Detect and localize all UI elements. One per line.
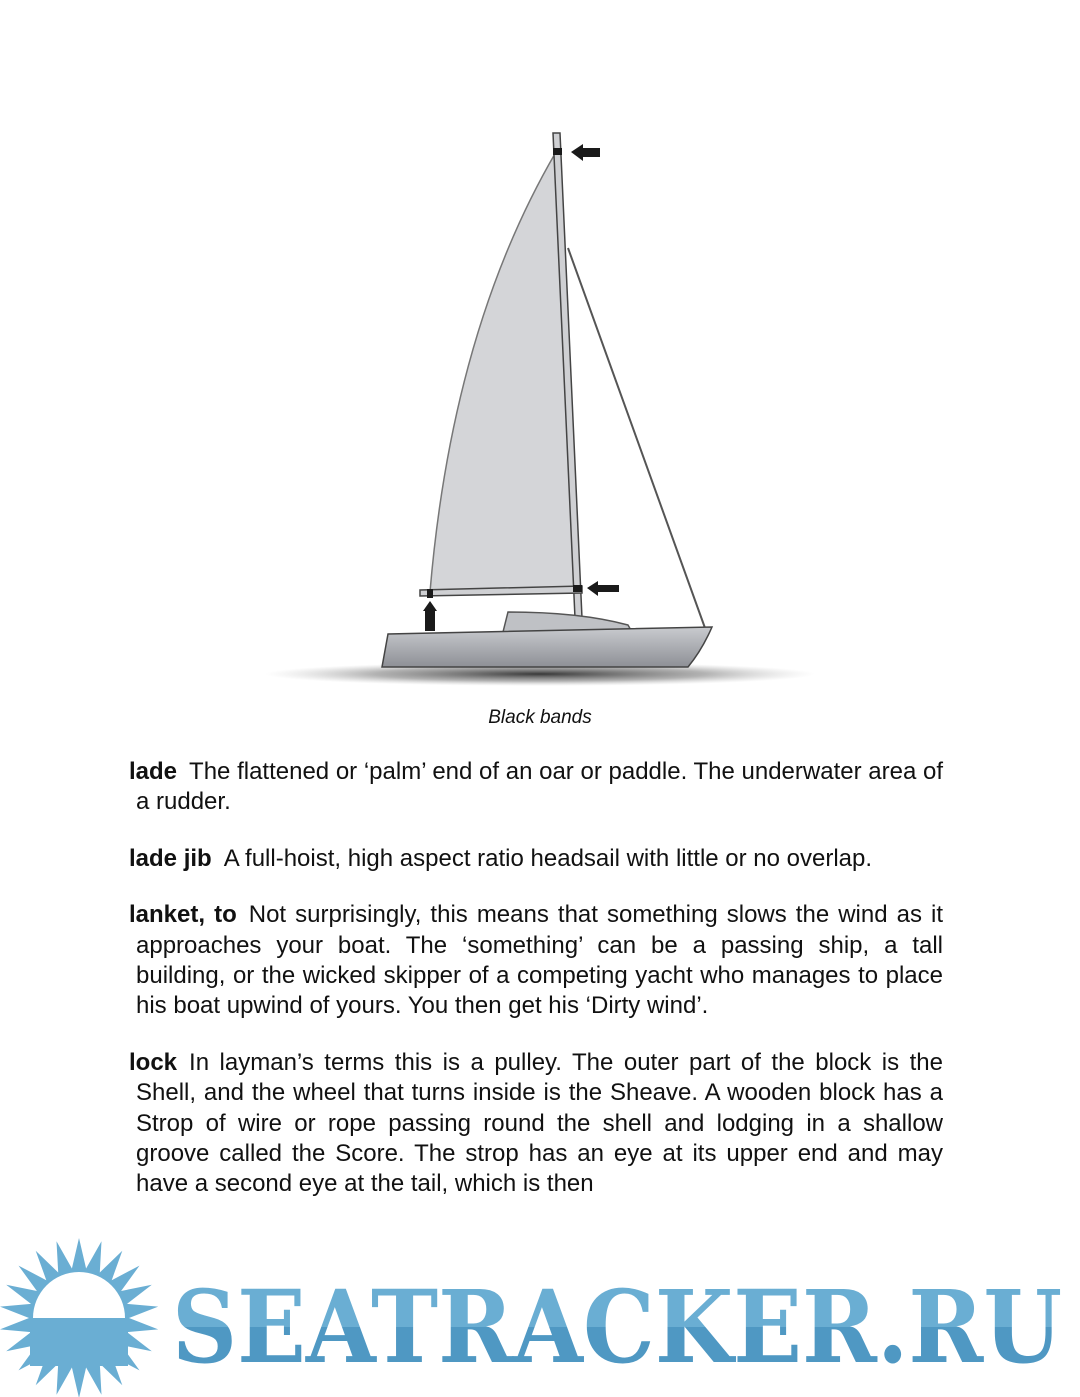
sun-logo-icon [0,1238,158,1397]
entry-definition: Not surprisingly, this means that something slows the wind as it approaches your boat. The ‘something’ can be a passing ship, a tall building, or the wicked skipper of a competing yacht who manages to place his boat upwind of yours. You then get his ‘Dirty wind’. [136,901,943,1020]
hull [382,627,712,667]
entry-definition: A full-hoist, high aspect ratio headsail with little or no overlap. [223,844,873,872]
glossary-entry [129,900,943,1022]
entry-term: lade jib [129,844,212,872]
sailboat-illustration [260,120,820,700]
forestay [568,248,705,628]
arrow-boom-end-icon [423,601,437,631]
glossary-entry [129,1048,943,1200]
entry-term: lanket, to [129,901,237,929]
black-band-gooseneck [573,585,582,592]
entry-term: lock [129,1048,178,1076]
entry-definition: In layman’s terms this is a pulley. The outer part of the block is the Shell, and the wheel that turns inside is the Sheave. A wooden block has a Strop of wire or rope passing round the shell and lodging in a shallow groove called the Score. The strop has an eye at its upper end and may have a second eye at the tail, which is then [136,1048,943,1198]
figure-caption: Black bands [488,707,592,728]
black-band-masthead [553,148,562,155]
mainsail [430,152,578,592]
entry-term: lade [129,758,178,785]
black-band-boom-end [427,589,433,598]
arrow-gooseneck-icon [587,581,619,596]
seatracker-watermark [0,1235,1080,1397]
arrow-masthead-icon [571,144,600,161]
glossary-entry [129,844,943,874]
glossary-entry [129,757,943,818]
watermark-text: SEATRACKER.RU [172,1268,1062,1386]
glossary-entries [129,757,943,1226]
entry-definition: The flattened or ‘palm’ end of an oar or paddle. The underwater area of a rudder. [136,758,943,816]
